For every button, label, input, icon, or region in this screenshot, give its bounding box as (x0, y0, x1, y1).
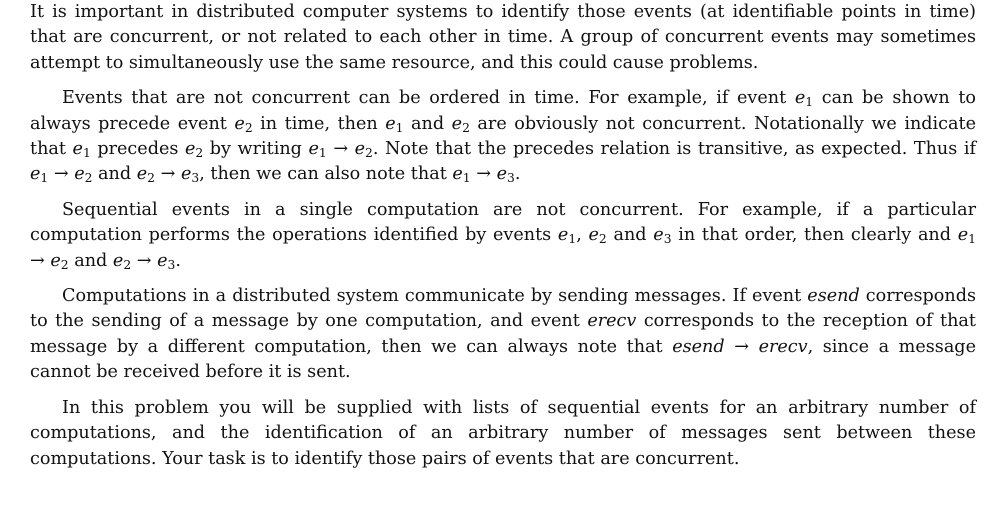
math-symbol: e (136, 164, 148, 185)
math-symbol: erecv (587, 311, 637, 332)
math-symbol: e (308, 139, 319, 160)
text-run: . Note that the precedes relation is transitive, as expected. Thus if (372, 139, 976, 160)
paragraph-task (30, 396, 976, 472)
math-subscript: 2 (123, 257, 132, 272)
text-run: precedes (90, 139, 185, 160)
math-symbol: e (794, 88, 806, 109)
math-subscript: 1 (568, 232, 577, 247)
text-run: by writing (203, 139, 309, 160)
math-subscript: 2 (365, 146, 373, 161)
math-subscript: 1 (462, 171, 471, 186)
text-run: , since a message cannot be received before it is sent. (30, 336, 976, 383)
math-symbol: e (30, 164, 41, 185)
text-run: can be shown to always precede event (30, 88, 976, 134)
math-symbol: e (157, 250, 168, 271)
math-symbol: esend (807, 286, 860, 307)
text-run: → (470, 164, 497, 185)
math-subscript: 2 (598, 232, 607, 247)
math-subscript: 2 (60, 257, 69, 272)
math-subscript: 3 (191, 171, 200, 186)
paragraph-ordering (30, 86, 976, 188)
math-symbol: erecv (758, 336, 808, 357)
paragraph-sequential-events (30, 198, 976, 274)
text-run: → (48, 164, 75, 185)
text-run: and (68, 250, 113, 271)
math-subscript: 1 (318, 146, 327, 161)
text-run: → (326, 139, 355, 160)
math-subscript: 2 (84, 171, 93, 186)
text-run: Events that are not concurrent can be ordered in time. For example, if event (62, 88, 795, 109)
math-symbol: e (184, 139, 196, 160)
math-subscript: 2 (195, 146, 204, 161)
math-symbol: e (557, 225, 569, 246)
text-run: It is important in distributed computer systems to identify those events (at identifiable points in time) that are concurrent, or not related to each other in time. A group of concurrent events may sometimes attempt to simultaneously use the same resource, and this could cause problems. (30, 2, 976, 73)
text-run: , then we can also note that (199, 164, 453, 185)
math-subscript: 2 (462, 120, 470, 135)
math-symbol: e (354, 139, 366, 160)
math-subscript: 3 (506, 171, 515, 186)
text-run: → (30, 250, 51, 271)
math-symbol: e (112, 250, 124, 271)
math-subscript: 1 (395, 120, 404, 135)
text-run: corresponds to the reception of that message by a different computation, then we can always note that (30, 311, 976, 357)
math-symbol: e (234, 113, 245, 134)
math-subscript: 1 (40, 171, 49, 186)
math-symbol: e (180, 164, 192, 185)
math-subscript: 1 (82, 146, 91, 161)
paragraph-messages (30, 284, 976, 386)
math-subscript: 2 (147, 171, 156, 186)
math-subscript: 1 (805, 95, 814, 110)
text-run: in that order, then clearly and (671, 225, 958, 246)
math-symbol: esend (672, 336, 725, 357)
text-run: . (514, 164, 521, 185)
math-symbol: e (451, 113, 463, 134)
math-subscript: 1 (968, 232, 976, 247)
math-subscript: 3 (167, 257, 176, 272)
math-subscript: 2 (244, 120, 253, 135)
math-symbol: e (588, 225, 599, 246)
text-run: → (131, 250, 158, 271)
math-symbol: e (957, 225, 969, 246)
math-symbol: e (452, 164, 463, 185)
text-run: in time, then (252, 113, 386, 134)
math-symbol: e (74, 164, 85, 185)
text-run: In this problem you will be supplied with lists of sequential events for an arbitrary number of computations, and the identification of an arbitrary number of messages sent between these computations. Your task is to identify those pairs of events that are concurrent. (30, 397, 976, 469)
text-run: corresponds to the sending of a message by one computation, and event (30, 286, 976, 332)
text-run: → (724, 336, 759, 357)
math-symbol: e (653, 225, 664, 246)
text-run: Sequential events in a single computation are not concurrent. For example, if a particular computation performs the operations identified by events (30, 199, 976, 246)
text-run: . (175, 250, 181, 271)
math-subscript: 3 (663, 232, 672, 247)
document-body (30, 0, 976, 482)
text-run: and (403, 113, 452, 134)
text-run: and (92, 164, 137, 185)
paragraph-concurrency-intro (30, 0, 976, 76)
math-symbol: e (72, 139, 83, 160)
math-symbol: e (50, 250, 61, 271)
math-symbol: e (385, 113, 396, 134)
text-run: Computations in a distributed system communicate by sending messages. If event (62, 286, 808, 307)
text-run: , (576, 225, 589, 246)
text-run: → (155, 164, 181, 185)
math-symbol: e (496, 164, 507, 185)
text-run: and (606, 225, 654, 246)
text-run: are obviously not concurrent. Notationally we indicate that (30, 113, 976, 160)
